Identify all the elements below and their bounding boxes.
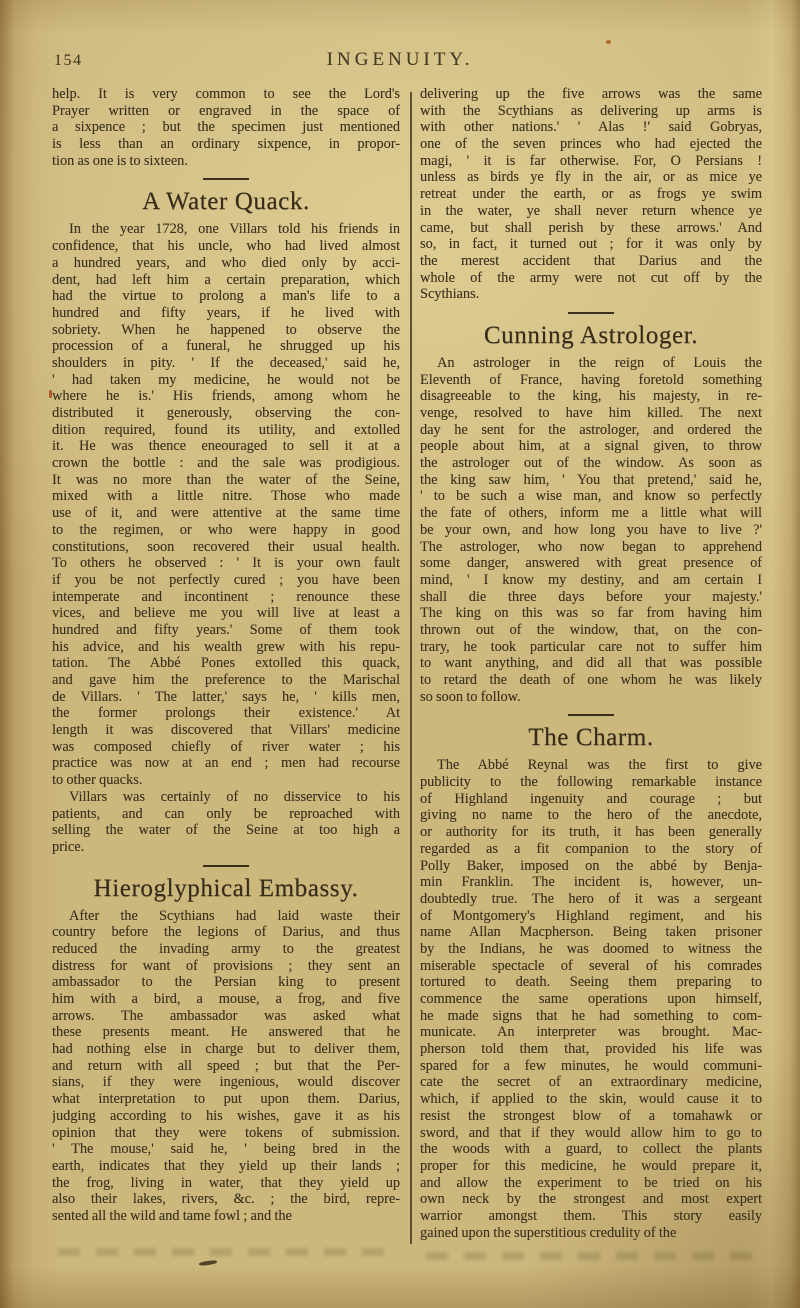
text-line: To others he observed : ' It is your own fault [52, 555, 400, 572]
text-line: had the virtue to prolong a man's life to a [52, 288, 400, 305]
text-line: shall die three days before your majesty.' [420, 588, 762, 605]
text-line: of Montgomery's Highland regiment, and his [420, 907, 762, 924]
right-column [420, 86, 762, 1241]
text-line: some danger, answered with great presence of [420, 555, 762, 572]
text-line: The astrologer, who now began to apprehend [420, 538, 762, 555]
text-line: or authority for its truth, it has been generally [420, 824, 762, 841]
text-line: the merest accident that Darius and the [420, 252, 762, 269]
text-line: hundred and fifty years.' Some of them took [52, 621, 400, 638]
text-line: and gave him the preference to the Marischal [52, 672, 400, 688]
text-line: opinion that they were tokens of submission. [52, 1124, 400, 1141]
paragraph [52, 908, 400, 1225]
text-line: disagreeable to the king, his majesty, in re- [420, 388, 762, 405]
text-line: earth, indicates that they yield up their lands ; [52, 1157, 400, 1174]
text-line: thrown out of the window, that, on the con- [420, 621, 762, 638]
text-line: the king saw him, ' You that pretend,' said he, [420, 471, 762, 488]
text-line: doubtedly true. The hero of it was a sergeant [420, 890, 762, 907]
text-line: sword, and that if they would allow him to go to [420, 1124, 762, 1141]
text-line: patients, and can only be reproached with [52, 805, 400, 822]
text-line: ' to be such a wise man, and know so perfectly [420, 488, 762, 505]
text-line: ' The mouse,' said he, ' being bred in the [52, 1141, 400, 1158]
text-line: where he is.' His friends, among whom he [52, 388, 400, 405]
text-line: to retard the death of one whom he was likely [420, 672, 762, 688]
text-line: by the Indians, he was doomed to witness the [420, 940, 762, 957]
text-line: gained upon the superstitious credulity of the [420, 1224, 677, 1241]
text-line: retreat under the earth, or as frogs ye swim [420, 186, 762, 203]
text-line: with the Scythians as delivering up arms is [420, 102, 762, 119]
text-line: he made signs that he had something to com- [420, 1007, 762, 1024]
text-line: be your own, and how long you have to live ?' [420, 521, 762, 538]
section-heading: The Charm. [528, 724, 654, 752]
text-line: day he sent for the astrologer, and ordered the [420, 421, 762, 438]
text-line: distributed it generously, observing the con- [52, 405, 400, 421]
section-divider [568, 714, 614, 716]
section-divider [568, 312, 614, 314]
paragraph [420, 86, 762, 303]
text-line: trary, he took particular care not to suffer him [420, 638, 762, 655]
text-line: cate the secret of an extraordinary medicine, [420, 1074, 762, 1091]
ink-blot [199, 1260, 217, 1266]
text-line: use of it, and were attentive at the same time [52, 505, 400, 522]
text-line: miserable spectacle of several of his comrades [420, 957, 762, 974]
text-line: ambassador to the Persian king to present [52, 974, 400, 991]
text-line: people about him, at a signal given, to throw [420, 438, 762, 455]
text-line: giving no name to the hero of the anecdote, [420, 807, 762, 824]
text-line: sians, if they were ingenious, would discover [52, 1074, 400, 1091]
text-line: dition required, found its utility, and extolled [52, 421, 400, 438]
text-line: if you be not perfectly cured ; you have been [52, 571, 400, 588]
text-line: Eleventh of France, having foretold something [420, 371, 762, 388]
text-line: the fate of others, inform me a little what will [420, 505, 762, 522]
text-line: confidence, that his uncle, who had lived almost [52, 238, 400, 255]
text-line: municate. An interpreter was brought. Mac- [420, 1024, 762, 1041]
section-heading: Cunning Astrologer. [483, 321, 699, 349]
text-line: sobriety. When he happened to observe the [52, 321, 400, 338]
text-line: hundred and fifty years, if he lived with [52, 304, 400, 321]
text-line: was composed chiefly of river water ; his [52, 738, 400, 755]
text-line: him with a bird, a mouse, a frog, and five [52, 991, 400, 1007]
text-line: to the regimen, or who were happy in good [52, 521, 400, 538]
text-line: mixed with a little nitre. Those who made [52, 488, 400, 505]
text-line: commence the same operations upon himself, [420, 991, 762, 1007]
column-divider-rule [410, 92, 412, 1244]
text-line: mind, ' I know my destiny, and am certain I [420, 571, 762, 588]
text-line: tation. The Abbé Pones extolled this quack, [52, 655, 400, 672]
text-line: arrows. The ambassador was asked what [52, 1007, 400, 1024]
text-line: in the water, ye shall never return whence ye [420, 202, 762, 219]
text-line: the frog, living in water, that they yield up [52, 1174, 400, 1191]
text-line: procession of a funeral, he shrugged up his [52, 338, 400, 355]
text-line: length it was discovered that Villars' medicine [52, 722, 400, 739]
text-line: spared for a few minutes, he would communi- [420, 1057, 762, 1074]
left-column [52, 86, 400, 1225]
text-line: a hundred years, and who died only by acci- [52, 254, 400, 271]
paper-stain-speck [49, 390, 52, 398]
paragraph [52, 86, 400, 169]
paper-stain-speck [606, 40, 611, 44]
text-line: and allow the experiment to be tried on his [420, 1174, 762, 1191]
text-line: judging according to his wishes, gave it as his [52, 1107, 400, 1124]
text-line: of Highland ingenuity and courage ; but [420, 790, 762, 807]
section-heading: A Water Quack. [142, 188, 310, 216]
text-line: one of the seven princes who had ejected the [420, 136, 762, 153]
text-line: pherson told them that, provided his life was [420, 1041, 762, 1058]
section-divider [203, 178, 249, 180]
running-header: INGENUITY. [326, 49, 474, 70]
text-line: what interpretation to put upon them. Darius, [52, 1091, 400, 1108]
paragraph [420, 355, 762, 705]
text-line: ' had taken my medicine, he would not be [52, 371, 400, 388]
text-line: price. [52, 838, 85, 855]
section-divider [203, 865, 249, 867]
text-line: de Villars. ' The latter,' says he, ' kills men, [52, 688, 400, 705]
text-line: name Allan Macpherson. Being taken prisoner [420, 924, 762, 941]
text-line: so soon to follow. [420, 688, 521, 705]
text-line: warrior amongst them. This story easily [420, 1207, 762, 1224]
text-line: had nothing else in charge but to deliver them, [52, 1041, 400, 1058]
text-line: In the year 1728, one Villars told his friends in [69, 221, 400, 238]
text-line: Polly Baker, imposed on the abbé by Benja- [420, 857, 762, 874]
text-line: constitutions, soon recovered their usual health. [52, 538, 400, 555]
text-line: Scythians. [420, 286, 480, 303]
text-line: Prayer written or engraved in the space of [52, 102, 400, 119]
page-number: 154 [54, 52, 83, 69]
section-heading: Hieroglyphical Embassy. [93, 874, 359, 902]
text-line: dent, had left him a certain preparation, which [52, 271, 400, 288]
text-line: practice was now at an end ; men had recourse [52, 755, 400, 772]
text-line: came, but shall perish by these arrows.' And [420, 219, 762, 236]
text-line: with other nations.' ' Alas !' said Gobryas, [420, 119, 762, 136]
text-line: country before the legions of Darius, and thus [52, 924, 400, 941]
text-line: venge, resolved to have him killed. The next [420, 405, 762, 421]
text-line: An astrologer in the reign of Louis the [437, 354, 762, 371]
text-line: it. He was thence eneouraged to sell it at a [52, 438, 400, 455]
text-line: the astrologer out of the window. As soon as [420, 455, 762, 472]
text-line: the woods with a guard, to collect the plants [420, 1141, 762, 1158]
text-line: so, in fact, it turned out ; for it was only by [420, 236, 762, 253]
text-line: The king on this was so far from having him [420, 605, 762, 622]
text-line: delivering up the five arrows was the same [420, 86, 762, 102]
text-line: magi, ' it is far otherwise. For, O Persians ! [420, 152, 762, 169]
text-line: also their lakes, rivers, &c. ; the bird, repre- [52, 1191, 400, 1208]
show-through-ghost-text [58, 1248, 388, 1256]
show-through-ghost-text [426, 1252, 756, 1260]
text-line: help. It is very common to see the Lord's [52, 86, 400, 102]
text-line: distress for want of provisions ; they sent an [52, 957, 400, 974]
text-line: to other quacks. [52, 772, 143, 789]
text-line: shoulders in pity. ' If the deceased,' said he, [52, 354, 400, 371]
text-line: tortured to death. Seeing them preparing to [420, 974, 762, 991]
text-line: The Abbé Reynal was the first to give [437, 757, 762, 774]
text-line: regarded as a fit companion to the story of [420, 840, 762, 857]
text-line: proper for this medicine, he would prepare it, [420, 1157, 762, 1174]
text-line: own neck by the strongest and most expert [420, 1191, 762, 1208]
text-line: is less than an ordinary sixpence, in propor- [52, 136, 400, 153]
text-line: to want anything, and did all that was possible [420, 655, 762, 672]
text-line: unless as birds ye fly in the air, or as mice ye [420, 169, 762, 186]
text-line: the former prolongs their existence.' At [52, 705, 400, 722]
text-line: and return with all speed ; but that the Per- [52, 1057, 400, 1074]
text-line: reduced the invading army to the greatest [52, 940, 400, 957]
text-line: vices, and believe me you will live at least a [52, 605, 400, 622]
text-line: publicity to the following remarkable instance [420, 774, 762, 791]
text-line: crown the bottle : and the sale was prodigious. [52, 455, 400, 472]
text-line: whole of the army were not cut off by the [420, 269, 762, 286]
text-line: tion as one is to sixteen. [52, 152, 188, 169]
text-line: his advice, and his wealth grew with his repu- [52, 638, 400, 655]
text-line: Villars was certainly of no disservice to his [69, 788, 400, 805]
text-line: selling the water of the Seine at too high a [52, 822, 400, 839]
text-line: resist the strongest blow of a tomahawk or [420, 1107, 762, 1124]
text-line: It was no more than the water of the Seine, [52, 471, 400, 488]
text-line: these presents meant. He answered that he [52, 1024, 400, 1041]
text-line: a sixpence ; but the specimen just mentioned [52, 119, 400, 136]
text-line: which, if applied to the skin, would cause it to [420, 1091, 762, 1108]
text-line: After the Scythians had laid waste their [69, 907, 400, 924]
text-line: intemperate and incontinent ; renounce these [52, 588, 400, 605]
text-line: sented all the wild and tame fowl ; and the [52, 1207, 292, 1224]
paragraph [52, 789, 400, 856]
paragraph [420, 757, 762, 1241]
paragraph [52, 221, 400, 788]
text-line: min Franklin. The incident is, however, un- [420, 874, 762, 891]
